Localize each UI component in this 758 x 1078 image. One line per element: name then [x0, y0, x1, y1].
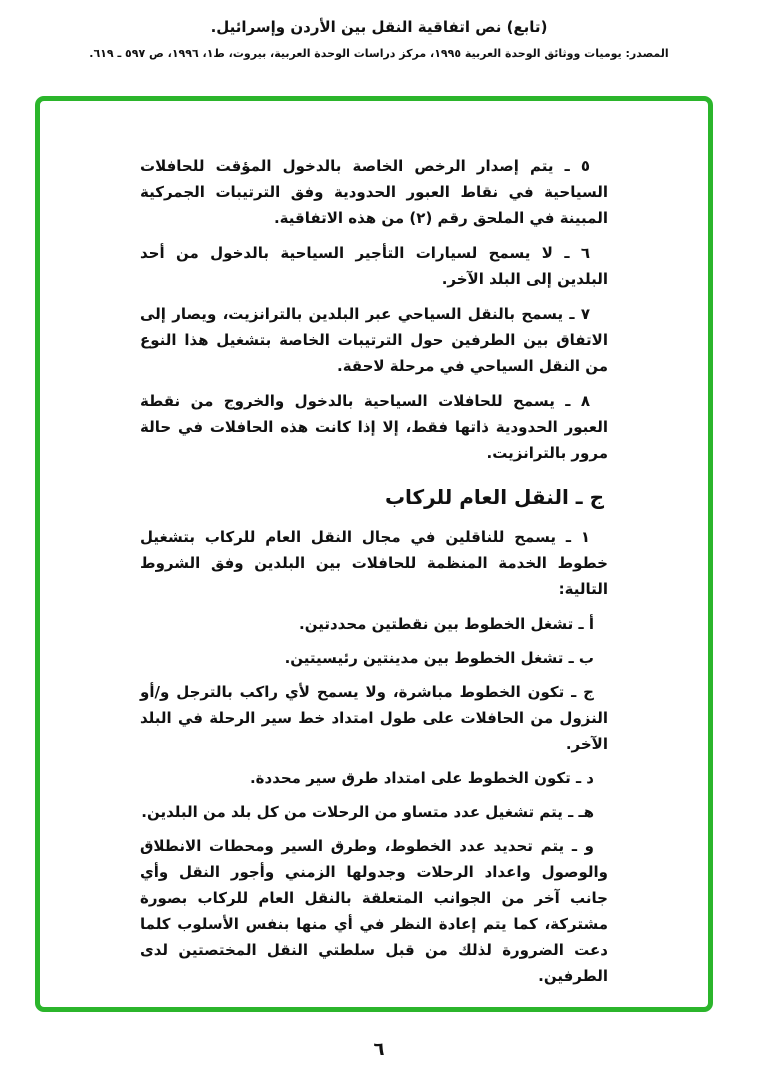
document-footer — [0, 1039, 758, 1060]
page-number: ٦ — [373, 1039, 385, 1060]
document-title: (تابع) نص اتفاقية النقل بين الأردن وإسرائيل. — [210, 18, 548, 36]
clause-6: ٦ ـ لا يسمح لسيارات التأجير السياحية بالدخول من أحد البلدين إلى البلد الآخر. — [140, 244, 608, 288]
intro-clause-1: ١ ـ يسمح للناقلين في مجال النقل العام للركاب بتشغيل خطوط الخدمة المنظمة للحافلات بين البلدين وفق الشروط التالية: — [140, 528, 608, 598]
list-item-dal: د ـ تكون الخطوط على امتداد طرق سير محددة. — [249, 769, 594, 787]
section-heading: ج ـ النقل العام للركاب — [384, 485, 604, 509]
document-content — [40, 101, 708, 989]
clause-7: ٧ ـ يسمح بالنقل السياحي عبر البلدين بالترانزيت، ويصار إلى الاتفاق بين الطرفين حول الترتيبات الخاصة بتشغيل هذا النوع من النقل السياحي في مرحلة لاحقة. — [140, 305, 608, 375]
clause-5: ٥ ـ يتم إصدار الرخص الخاصة بالدخول المؤقت للحافلات السياحية في نقاط العبور الحدودية وفق الترتيبات الجمركية المبينة في الملحق رقم (٢) من هذه الاتفاقية. — [140, 157, 608, 227]
green-frame — [35, 96, 713, 1012]
list-item-waw: و ـ يتم تحديد عدد الخطوط، وطرق السير ومحطات الانطلاق والوصول واعداد الرحلات وجدولها الزمني وأجور النقل وأي جانب آخر من الجوانب المتعلقة بالنقل العام للركاب بصورة مشتركة، كما يتم إعادة النظر في أي منها بنفس الأسلوب كلما دعت الضرورة لذلك من قبل سلطتي النقل المختصتين لدى الطرفين. — [140, 837, 608, 985]
list-item-alef: أ ـ تشغل الخطوط بين نقطتين محددتين. — [299, 615, 594, 633]
list-item-ha: هـ ـ يتم تشغيل عدد متساو من الرحلات من كل بلد من البلدين. — [141, 803, 594, 821]
document-header — [0, 0, 758, 60]
clause-8: ٨ ـ يسمح للحافلات السياحية بالدخول والخروج من نقطة العبور الحدودية ذاتها فقط، إلا إذا كانت هذه الحافلات في حالة مرور بالترانزيت. — [140, 392, 608, 462]
document-source: المصدر: يوميات ووثائق الوحدة العربية ١٩٩٥، مركز دراسات الوحدة العربية، بيروت، ط١، ١٩٩٦، ص ٥٩٧ ـ ٦١٩. — [89, 47, 669, 60]
list-item-jeem: ج ـ تكون الخطوط مباشرة، ولا يسمح لأي راكب بالترجل و/أو النزول من الحافلات على طول امتداد خط سير الرحلة في البلد الآخر. — [140, 683, 608, 753]
list-item-ba: ب ـ تشغل الخطوط بين مدينتين رئيسيتين. — [284, 649, 594, 667]
